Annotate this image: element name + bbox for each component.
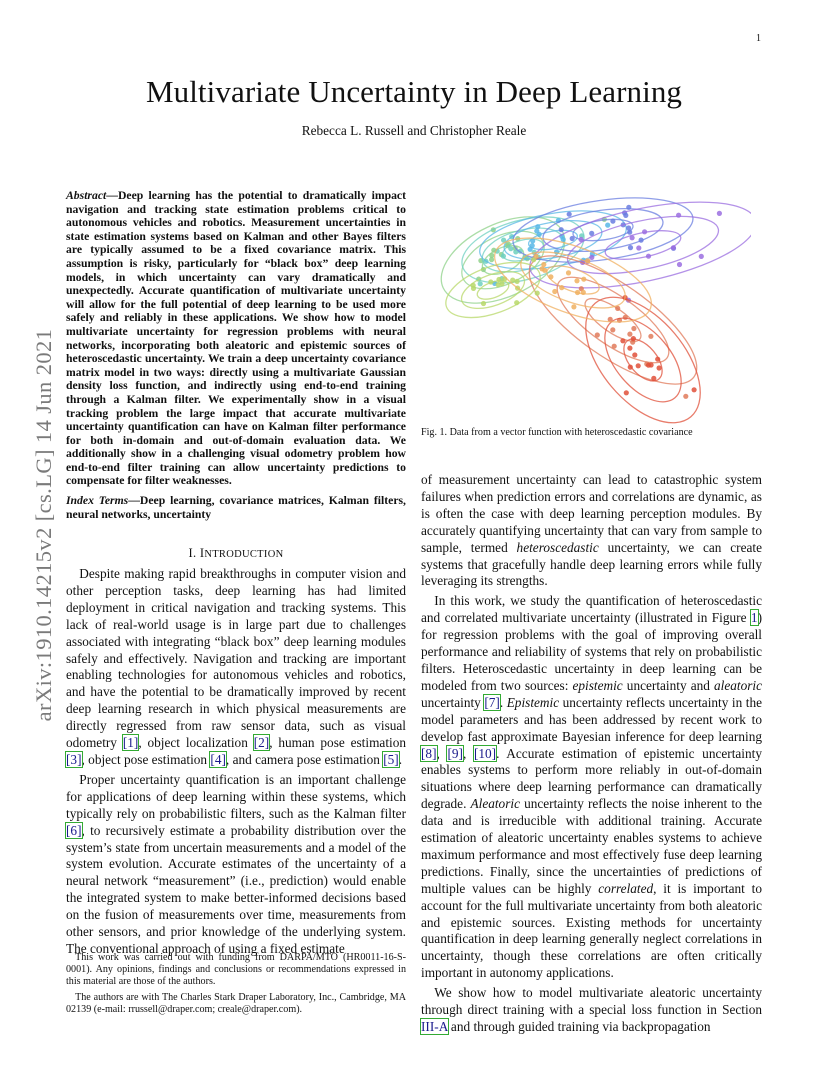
- data-point: [508, 246, 513, 251]
- data-point: [632, 352, 637, 357]
- covariance-ellipse: [543, 260, 602, 299]
- figure-1: [433, 190, 751, 425]
- section-ref-link[interactable]: III-A: [421, 1019, 448, 1034]
- covariance-ellipse: [564, 277, 723, 425]
- data-point: [530, 238, 535, 243]
- data-point: [717, 211, 722, 216]
- data-point: [559, 285, 564, 290]
- abstract-text: —Deep learning has the potential to dramatically impact navigation and tracking state estimation problems critical to autonomous vehicles and robotics. Measurement uncertainties in state estimation systems based on Kalman and other Bayes filters are typically assumed to be a fixed covariance matrix. This assumption is risky, particularly for “black box” deep learning models, in which uncertainty can vary dramatically and unexpectedly. Accurate quantification of multivariate uncertainty will allow for the full potential of deep learning to be used more safely and reliably in these applications. We show how to model multivariate uncertainty for regression problems with neural networks, incorporating both aleatoric and epistemic sources of heteroscedastic uncertainty. We train a deep uncertainty covariance matrix model in two ways: directly using a multivariate Gaussian density loss function, and indirectly using end-to-end training through a Kalman filter. We experimentally show in a visual tracking problem the large impact that accurate multivariate uncertainty quantification can have on Kalman filter performance for both in-domain and out-of-domain evaluation data. We additionally show in a challenging visual odometry problem how end-to-end filter training can allow uncertainty predictions to compensate for filter weaknesses.: [66, 189, 406, 488]
- covariance-ellipse: [563, 205, 724, 284]
- data-point: [499, 281, 504, 286]
- data-point: [471, 283, 476, 288]
- arxiv-stamp-text: arXiv:1910.14215v2 [cs.LG] 14 Jun 2021: [31, 328, 56, 722]
- section-first-letter: I: [199, 546, 205, 560]
- data-point: [574, 278, 579, 283]
- data-point: [623, 213, 628, 218]
- data-point: [515, 279, 520, 284]
- data-point: [570, 236, 575, 241]
- figure-caption: Fig. 1. Data from a vector function with heteroscedastic covariance: [421, 427, 693, 438]
- footnote-funding: This work was carried out with funding from DARPA/MTO (HR0011-16-S-0001). Any opinions, findings and conclusions or recommendations expressed in this material are those of the authors.: [66, 952, 406, 987]
- data-point: [626, 205, 631, 210]
- citation-link[interactable]: [8]: [421, 745, 437, 761]
- data-point: [533, 254, 538, 259]
- data-point: [552, 289, 557, 294]
- figure-1-plot: [433, 190, 751, 425]
- data-point: [535, 291, 540, 296]
- figure-ref-link[interactable]: 1: [750, 610, 758, 626]
- data-point: [537, 232, 542, 237]
- data-point: [501, 254, 506, 259]
- data-point: [589, 255, 594, 260]
- data-point: [631, 336, 636, 341]
- data-point: [541, 262, 546, 267]
- data-point: [627, 332, 632, 337]
- citation-link[interactable]: [9]: [447, 745, 463, 761]
- citation-link[interactable]: [2]: [253, 735, 270, 751]
- abstract: [66, 189, 406, 488]
- data-point: [651, 376, 656, 381]
- data-point: [566, 270, 571, 275]
- data-point: [610, 327, 615, 332]
- citation-link[interactable]: [6]: [66, 822, 82, 838]
- section-heading: [66, 546, 406, 561]
- data-point: [548, 274, 553, 279]
- data-point: [581, 277, 586, 282]
- data-point: [628, 245, 633, 250]
- data-point: [624, 390, 629, 395]
- data-point: [671, 245, 676, 250]
- covariance-ellipse: [439, 251, 548, 328]
- data-point: [478, 281, 483, 286]
- intro-left-column: [66, 566, 406, 958]
- data-point: [488, 279, 493, 284]
- data-point: [585, 258, 590, 263]
- data-point: [559, 227, 564, 232]
- data-point: [636, 245, 641, 250]
- section-rest: NTRODUCTION: [204, 549, 284, 560]
- data-point: [481, 301, 486, 306]
- data-point: [530, 243, 535, 248]
- data-point: [561, 237, 566, 242]
- right-paragraph-2: We show how to model multivariate aleatoric uncertainty through direct training with a special loss function in Section III-A and through guided training via backpropagation: [421, 985, 762, 1034]
- citation-link[interactable]: [3]: [66, 751, 82, 767]
- intro-paragraph-1: Despite making rapid breakthroughs in computer vision and other perception tasks, deep learning has had limited deployment in critical navigation and tracking systems. This lack of real-world usage is in large part due to challenges associated with integrating “black box” deep learning modules safely and effectively. Navigation and tracking are important enabling technologies for autonomous vehicles and robotics, and have the potential to be dramatically improved by recent deep learning research in which physical measurements are directly regressed from raw sensor data, such as visual odometry [1], object localization [2], human pose estimation [3], object pose estimation [4], and camera pose estimation [5].: [66, 566, 406, 767]
- footnotes: [66, 952, 406, 1016]
- data-point: [623, 315, 628, 320]
- index-terms-text: —Deep learning, covariance matrices, Kalman filters, neural networks, uncertainty: [66, 494, 406, 521]
- data-point: [677, 262, 682, 267]
- data-point: [646, 254, 651, 259]
- data-point: [676, 213, 681, 218]
- data-point: [575, 290, 580, 295]
- authors: Rebecca L. Russell and Christopher Reale: [301, 123, 527, 138]
- data-point: [605, 223, 610, 228]
- data-point: [579, 237, 584, 242]
- data-point: [631, 326, 636, 331]
- intro-paragraph-2: Proper uncertainty quantification is an important challenge for applications of deep learning within these systems, which typically rely on probabilistic filters, such as the Kalman filter [6], to recursively estimate a probability distribution over the system’s state from uncertain measurements and a model of the system evolution. Accurate estimates of the uncertainty of a neural network “measurement” (i.e., prediction) would enable the integrated system to make better-informed decisions based on the fusion of measurements over time, measurements from other sensors, and prior knowledge of the underlying system. The conventional approach of using a fixed estimate: [66, 771, 406, 956]
- arxiv-stamp: [24, 290, 64, 760]
- data-point: [699, 254, 704, 259]
- index-terms: [66, 494, 406, 521]
- data-point: [542, 268, 547, 273]
- data-point: [692, 387, 697, 392]
- data-point: [683, 394, 688, 399]
- data-point: [627, 230, 632, 235]
- data-point: [630, 235, 635, 240]
- paper-title: Multivariate Uncertainty in Deep Learning: [145, 74, 683, 109]
- citation-link[interactable]: [10]: [473, 745, 497, 761]
- data-point: [620, 338, 625, 343]
- data-point: [657, 365, 662, 370]
- abstract-label: Abstract: [66, 189, 107, 202]
- citation-link[interactable]: [5]: [383, 751, 399, 767]
- data-point: [655, 357, 660, 362]
- right-paragraph-1: In this work, we study the quantification of heteroscedastic and correlated multivariate uncertainty (illustrated in Figure 1) for regression problems with the goal of improving overall performance and reliability of systems that rely on probabilistic filters. Heteroscedastic uncertainty in deep learning can be modeled from two sources: epistemic uncertainty and aleatoric uncertainty [7]. Epistemic uncertainty reflects uncertainty in the model parameters and has been addressed by recent work to develop fast approximate Bayesian inference for deep learning [8], [9], [10]. Accurate estimation of epistemic uncertainty enables systems to perform more reliably in out-of-domain situations where deep learning performance can dramatically degrade. Aleatoric uncertainty reflects the noise inherent to the data and is irreducible with additional training. Accurate estimation of aleatoric uncertainty enables systems to achieve maximum performance and most effectively fuse deep learning predictions. Finally, since the uncertainties of predictions of multiple values can be highly correlated, it is important to account for the full multivariate uncertainty from both aleatoric and epistemic sources. Existing methods for uncertainty quantification in deep learning generally neglect correlations in uncertainty, though these correlations are often critically important in autonomy applications.: [421, 593, 763, 981]
- right-paragraph-0: of measurement uncertainty can lead to catastrophic system failures when prediction errors and correlations are dynamic, as is often the case with deep learning perception modules. By accurately quantifying uncertainty that can vary from sample to sample, termed heteroscedastic uncertainty, we can create systems that gracefully handle deep learning errors while fully leveraging its strengths.: [421, 472, 762, 589]
- citation-link[interactable]: [7]: [484, 694, 500, 710]
- data-point: [610, 219, 615, 224]
- data-point: [489, 257, 494, 262]
- data-point: [639, 238, 644, 243]
- data-point: [581, 290, 586, 295]
- data-point: [636, 363, 641, 368]
- data-point: [642, 229, 647, 234]
- data-point: [567, 212, 572, 217]
- citation-link[interactable]: [4]: [210, 751, 226, 767]
- footnote-affiliation: The authors are with The Charles Stark Draper Laboratory, Inc., Cambridge, MA 02139 (e-mail: rrussell@draper.com; creale@draper.com).: [66, 991, 406, 1015]
- data-point: [535, 224, 540, 229]
- data-point: [648, 334, 653, 339]
- data-point: [628, 365, 633, 370]
- data-point: [595, 332, 600, 337]
- data-point: [627, 346, 632, 351]
- citation-link[interactable]: [1]: [122, 735, 139, 751]
- page-number: 1: [756, 33, 761, 44]
- data-point: [646, 363, 651, 368]
- intro-right-column: [421, 472, 762, 1036]
- section-number: I.: [188, 546, 200, 560]
- data-point: [571, 304, 576, 309]
- data-point: [612, 344, 617, 349]
- index-terms-label: Index Terms: [66, 494, 129, 507]
- data-point: [514, 300, 519, 305]
